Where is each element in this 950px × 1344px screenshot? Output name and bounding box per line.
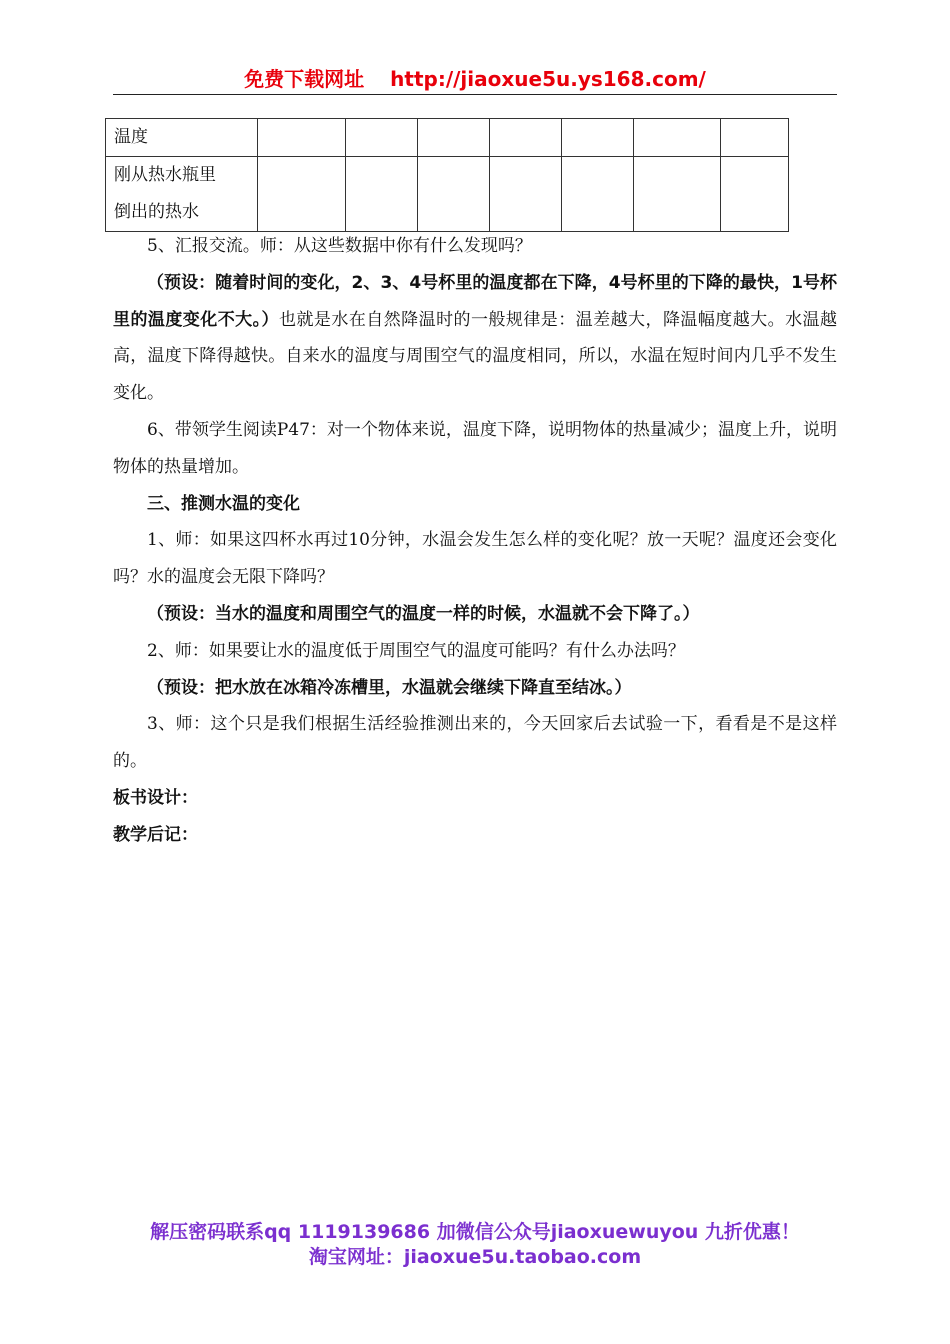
table-cell <box>721 157 789 232</box>
table-cell <box>634 119 721 157</box>
board-design-label: 板书设计： <box>113 787 198 808</box>
preset-answer-2: （预设：把水放在冰箱冷冻槽里，水温就会继续下降直至结冰。） <box>147 677 632 698</box>
section-heading: 三、推测水温的变化 <box>147 493 300 514</box>
paragraph-question-1: 1、师：如果这四杯水再过10分钟，水温会发生怎么样的变化呢？放一天呢？温度还会变化吗？水的温度会无限下降吗？ <box>113 530 837 588</box>
paragraph-reading: 6、带领学生阅读P47：对一个物体来说，温度下降，说明物体的热量减少；温度上升，说明物体的热量增加。 <box>113 419 837 477</box>
rule-explanation: 也就是水在自然降温时的一般规律是：温差越大，降温幅度越大。水温越高，温度下降得越快。自来水的温度与周围空气的温度相同，所以，水温在短时间内几乎不发生变化。 <box>113 309 838 404</box>
paragraph-findings <box>113 265 837 412</box>
paragraph-question-2: 2、师：如果要让水的温度低于周围空气的温度可能吗？有什么办法吗？ <box>147 640 685 661</box>
paragraph-question-3: 3、师：这个只是我们根据生活经验推测出来的，今天回家后去试验一下，看看是不是这样的。 <box>113 714 837 772</box>
preset-answer-1: （预设：当水的温度和周围空气的温度一样的时候，水温就不会下降了。） <box>147 603 700 624</box>
footer-contact: 解压密码联系qq 1119139686 加微信公众号jiaoxuewuyou 九折优惠！ <box>150 1221 800 1243</box>
paragraph-report: 5、汇报交流。师：从这些数据中你有什么发现吗？ <box>147 236 532 256</box>
table-cell <box>346 157 418 232</box>
table-cell <box>562 119 634 157</box>
row-label-hot-water: 刚从热水瓶里 倒出的热水 <box>106 157 258 232</box>
table-cell <box>258 157 346 232</box>
table-cell <box>346 119 418 157</box>
table-cell <box>490 157 562 232</box>
page-header <box>113 64 837 95</box>
table-cell <box>634 157 721 232</box>
header-title: 免费下载网址 <box>244 67 365 91</box>
table-cell <box>721 119 789 157</box>
table-cell <box>418 119 490 157</box>
preset-answer: （预设：随着时间的变化，2、3、4号杯里的温度都在下降，4号杯里的下降的最快，1号杯里的温度变化不大。） <box>113 272 837 330</box>
table-row <box>106 119 789 157</box>
row-label-temperature: 温度 <box>106 119 258 157</box>
footer-shop-url[interactable]: 淘宝网址：jiaoxue5u.taobao.com <box>308 1246 642 1268</box>
table-cell <box>258 119 346 157</box>
lesson-body <box>113 228 837 854</box>
table-cell <box>418 157 490 232</box>
table-cell <box>490 119 562 157</box>
table-cell <box>562 157 634 232</box>
table-row <box>106 157 789 232</box>
header-url[interactable]: http://jiaoxue5u.ys168.com/ <box>390 67 706 91</box>
teaching-notes-label: 教学后记： <box>113 824 198 845</box>
temperature-table <box>105 118 789 232</box>
